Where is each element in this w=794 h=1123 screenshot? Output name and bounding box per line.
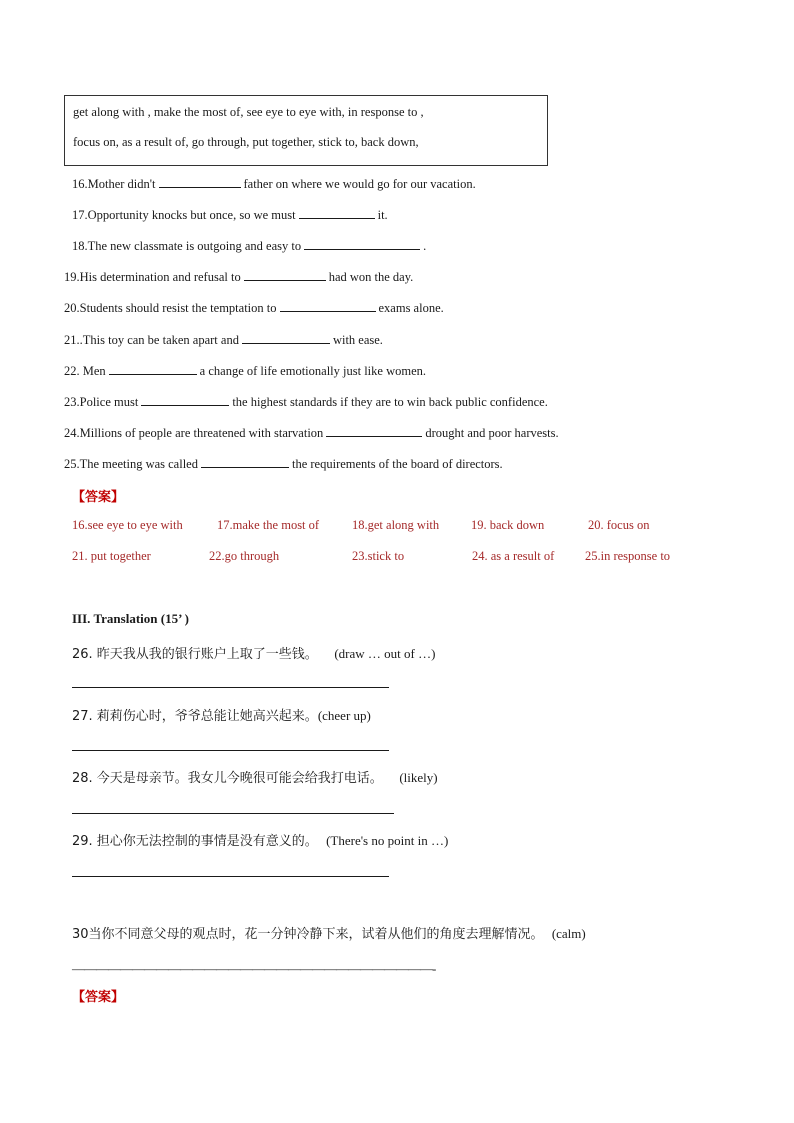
answer-16: 16.see eye to eye with [72, 518, 183, 532]
translation-hint: (calm) [551, 926, 586, 941]
answer-blank[interactable] [109, 362, 197, 375]
translation-prompt: 27. 莉莉伤心时，爷爷总能让她高兴起来。 [72, 709, 318, 724]
answer-label: 【答案】 [72, 489, 125, 504]
answer-blank[interactable] [141, 393, 229, 406]
answer-blank[interactable] [201, 455, 289, 468]
translation-hint: (cheer up) [317, 708, 371, 723]
phrase-box [64, 95, 548, 166]
question-17 [72, 206, 388, 223]
question-text: . [423, 239, 427, 253]
question-text: 24.Millions of people are threatened with starvation [64, 426, 324, 440]
question-text: 17.Opportunity knocks but once, so we must [72, 208, 296, 222]
answer-line-26[interactable] [72, 687, 389, 688]
translation-30 [72, 923, 586, 942]
question-24 [64, 424, 559, 441]
answer-22: 22.go through [209, 549, 280, 563]
answer-18: 18.get along with [352, 518, 440, 532]
question-22 [64, 362, 426, 379]
question-text: drought and poor harvests. [425, 426, 559, 440]
answer-23: 23.stick to [352, 549, 405, 563]
translation-hint: (likely) [399, 770, 438, 785]
question-21 [64, 331, 383, 348]
answer-blank[interactable] [280, 299, 376, 312]
section-title: III. Translation (15’ ) [72, 611, 190, 626]
phrase-list-line-2: focus on, as a result of, go through, put together, stick to, back down, [73, 135, 419, 149]
answer-19: 19. back down [471, 518, 545, 532]
question-text: 25.The meeting was called [64, 457, 198, 471]
question-text: 21..This toy can be taken apart and [64, 333, 239, 347]
answer-20: 20. focus on [588, 518, 650, 532]
answer-line-28[interactable] [72, 813, 394, 814]
question-text: 18.The new classmate is outgoing and easy to [72, 239, 302, 253]
translation-prompt: 29. 担心你无法控制的事情是没有意义的。 [72, 834, 318, 849]
question-text: 23.Police must [64, 395, 139, 409]
question-text: exams alone. [378, 301, 444, 315]
translation-26 [72, 643, 435, 662]
answer-24: 24. as a result of [472, 549, 555, 563]
question-25 [64, 455, 503, 472]
question-text: had won the day. [328, 270, 414, 284]
question-text: 22. Men [64, 364, 106, 378]
question-23 [64, 393, 548, 410]
answer-blank[interactable] [244, 268, 326, 281]
question-text: a change of life emotionally just like women. [199, 364, 426, 378]
question-text: the highest standards if they are to win back public confidence. [232, 395, 548, 409]
question-text: it. [377, 208, 388, 222]
translation-29 [72, 830, 448, 849]
answer-label-2: 【答案】 [72, 989, 125, 1004]
question-text: the requirements of the board of directors. [291, 457, 503, 471]
answer-blank[interactable] [159, 175, 241, 188]
translation-prompt: 28. 今天是母亲节。我女儿今晚很可能会给我打电话。 [72, 771, 383, 786]
question-19 [64, 268, 413, 285]
answer-blank[interactable] [304, 237, 420, 250]
translation-prompt: 26. 昨天我从我的银行账户上取了一些钱。 [72, 647, 318, 662]
question-16 [72, 175, 476, 192]
answer-blank[interactable] [242, 331, 330, 344]
answer-line-29[interactable] [72, 876, 389, 877]
answer-line-27[interactable] [72, 750, 389, 751]
answer-17: 17.make the most of [217, 518, 320, 532]
question-18 [72, 237, 426, 254]
question-20 [64, 299, 444, 316]
translation-hint: (There's no point in …) [326, 833, 449, 848]
answer-25: 25.in response to [585, 549, 671, 563]
translation-27 [72, 705, 371, 724]
answer-line-30[interactable]: ——————————————————————————————- [72, 961, 436, 976]
question-text: 16.Mother didn't [72, 177, 156, 191]
translation-hint: (draw … out of …) [334, 646, 436, 661]
question-text: 19.His determination and refusal to [64, 270, 241, 284]
question-text: 20.Students should resist the temptation to [64, 301, 277, 315]
translation-prompt: 30当你不同意父母的观点时，花一分钟冷静下来，试着从他们的角度去理解情况。 [72, 927, 544, 942]
answer-blank[interactable] [299, 206, 375, 219]
question-text: with ease. [332, 333, 383, 347]
phrase-list-line-1: get along with , make the most of, see eye to eye with, in response to , [73, 105, 424, 119]
translation-28 [72, 767, 438, 786]
question-text: father on where we would go for our vacation. [243, 177, 476, 191]
answer-21: 21. put together [72, 549, 151, 563]
answer-blank[interactable] [326, 424, 422, 437]
